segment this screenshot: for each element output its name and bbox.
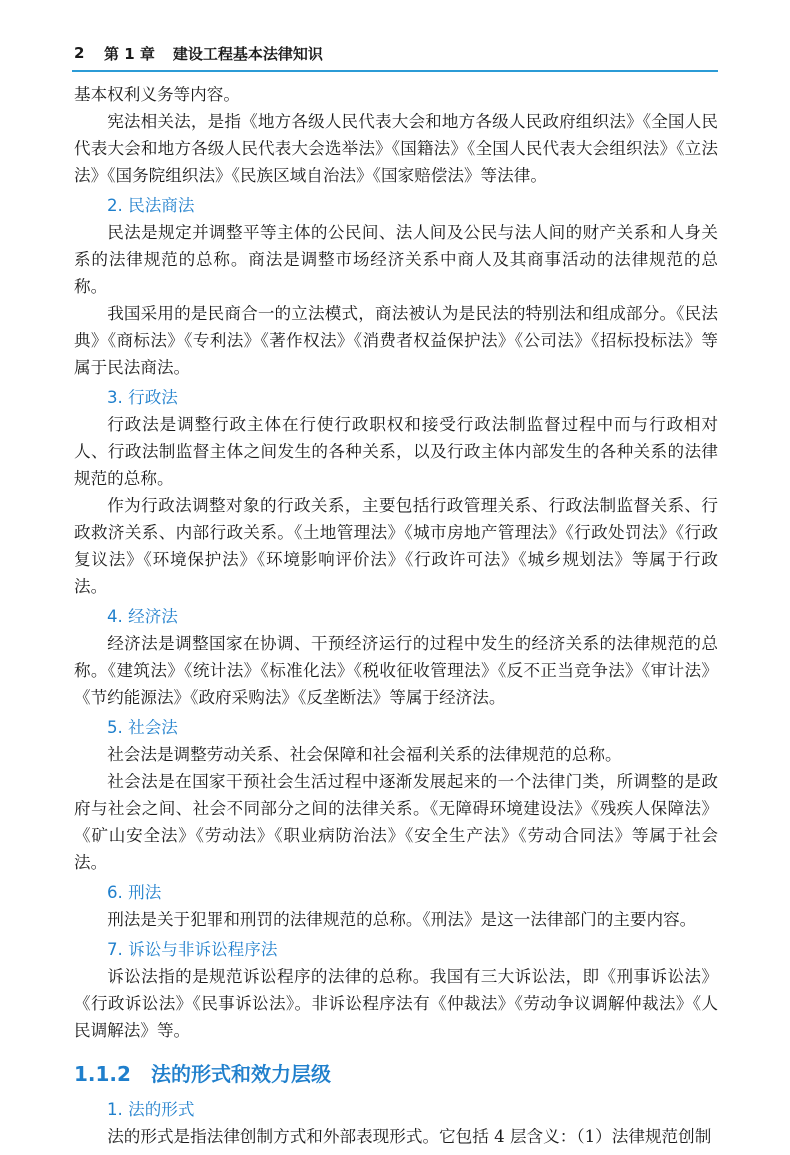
section-title: 法的形式和效力层级 bbox=[150, 1062, 331, 1086]
subheading-economic-law: 4. 经济法 bbox=[107, 607, 178, 626]
paragraph: 刑法是关于犯罪和刑罚的法律规范的总称。《刑法》是这一法律部门的主要内容。 bbox=[107, 910, 697, 929]
paragraph: 我国采用的是民商合一的立法模式，商法被认为是民法的特别法和组成部分。《民法典》《商标法》《专利法》《著作权法》《消费者权益保护法》《公司法》《招标投标法》等属于民法商法。 bbox=[74, 304, 718, 377]
paragraph: 基本权利义务等内容。 bbox=[74, 85, 240, 104]
paragraph: 诉讼法指的是规范诉讼程序的法律的总称。我国有三大诉讼法，即《刑事诉讼法》《行政诉讼法》《民事诉讼法》。非诉讼程序法有《仲裁法》《劳动争议调解仲裁法》《人民调解法》等。 bbox=[74, 967, 718, 1040]
section-heading bbox=[74, 1058, 718, 1090]
paragraph: 法的形式是指法律创制方式和外部表现形式。它包括 4 层含义：（1）法律规范创制 bbox=[107, 1127, 712, 1146]
header-rule bbox=[72, 70, 718, 72]
section-number: 1.1.2 bbox=[74, 1062, 131, 1086]
subheading-forms-of-law: 1. 法的形式 bbox=[107, 1100, 195, 1119]
paragraph: 宪法相关法，是指《地方各级人民代表大会和地方各级人民政府组织法》《全国人民代表大会和地方各级人民代表大会选举法》《国籍法》《全国人民代表大会组织法》《立法法》《国务院组织法》《民族区域自治法》《国家赔偿法》等法律。 bbox=[74, 112, 718, 185]
paragraph: 行政法是调整行政主体在行使行政职权和接受行政法制监督过程中而与行政相对人、行政法制监督主体之间发生的各种关系，以及行政主体内部发生的各种关系的法律规范的总称。 bbox=[74, 415, 718, 488]
subheading-social-law: 5. 社会法 bbox=[107, 718, 178, 737]
subheading-civil-commercial-law: 2. 民法商法 bbox=[107, 196, 195, 215]
running-header bbox=[74, 38, 718, 68]
page-body bbox=[74, 81, 718, 1150]
paragraph: 民法是规定并调整平等主体的公民间、法人间及公民与法人间的财产关系和人身关系的法律规范的总称。商法是调整市场经济关系中商人及其商事活动的法律规范的总称。 bbox=[74, 223, 718, 296]
paragraph: 作为行政法调整对象的行政关系，主要包括行政管理关系、行政法制监督关系、行政救济关系、内部行政关系。《土地管理法》《城市房地产管理法》《行政处罚法》《行政复议法》《环境保护法》《环境影响评价法》《行政许可法》《城乡规划法》等属于行政法。 bbox=[74, 496, 718, 596]
chapter-number: 第 1 章 bbox=[104, 44, 155, 63]
paragraph: 社会法是调整劳动关系、社会保障和社会福利关系的法律规范的总称。 bbox=[107, 745, 622, 764]
paragraph: 经济法是调整国家在协调、干预经济运行的过程中发生的经济关系的法律规范的总称。《建筑法》《统计法》《标准化法》《税收征收管理法》《反不正当竞争法》《审计法》《节约能源法》《政府采购法》《反垄断法》等属于经济法。 bbox=[74, 634, 718, 707]
paragraph: 社会法是在国家干预社会生活过程中逐渐发展起来的一个法律门类，所调整的是政府与社会之间、社会不同部分之间的法律关系。《无障碍环境建设法》《残疾人保障法》《矿山安全法》《劳动法》《职业病防治法》《安全生产法》《劳动合同法》等属于社会法。 bbox=[74, 772, 718, 872]
subheading-administrative-law: 3. 行政法 bbox=[107, 388, 178, 407]
subheading-criminal-law: 6. 刑法 bbox=[107, 883, 162, 902]
chapter-title: 建设工程基本法律知识 bbox=[172, 44, 323, 63]
subheading-procedure-law: 7. 诉讼与非诉讼程序法 bbox=[107, 940, 278, 959]
page-number: 2 bbox=[74, 44, 85, 62]
